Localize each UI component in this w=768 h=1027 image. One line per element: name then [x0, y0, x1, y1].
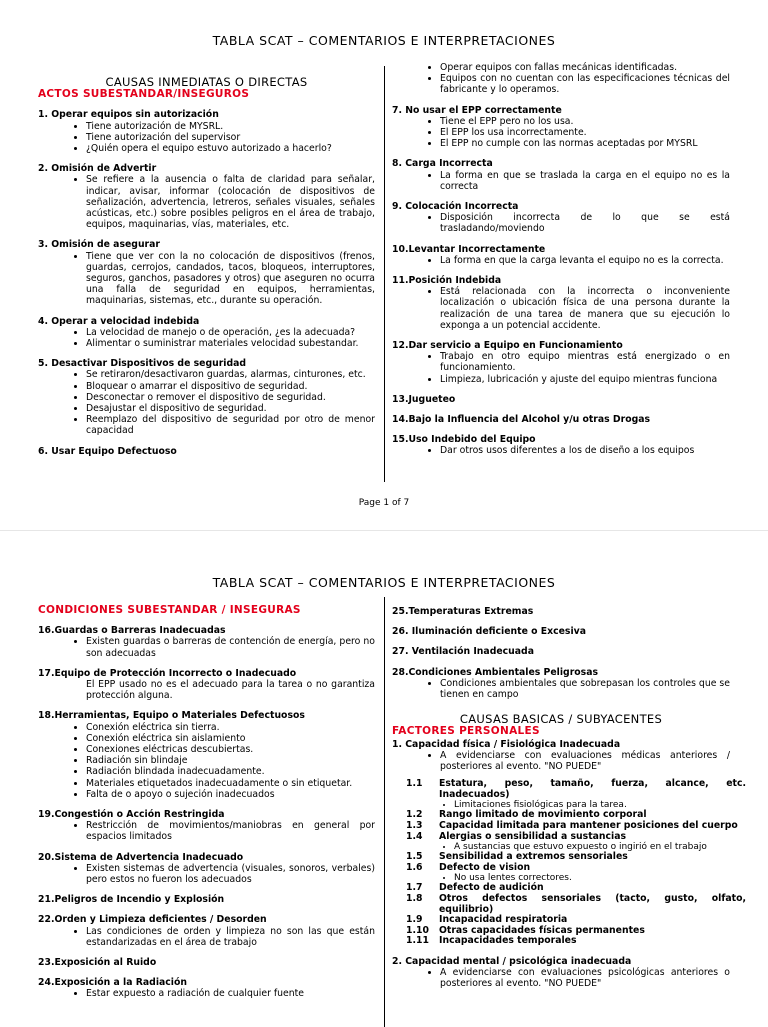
scat-item — [392, 340, 730, 385]
sub-item-label: Defecto de audición — [439, 882, 544, 894]
scat-item — [38, 239, 375, 306]
bullet-item: • Existen sistemas de advertencia (visuales, sonoros, verbales) pero estos no fueron los adecuados — [86, 863, 375, 885]
scat-item — [38, 894, 375, 905]
bullet-item: • Alimentar o suministrar materiales velocidad subestandar. — [86, 338, 375, 349]
item-title: 3. Omisión de asegurar — [38, 239, 161, 251]
bullet-item: • El EPP los usa incorrectamente. — [440, 127, 730, 138]
sub-item-row — [406, 894, 746, 915]
scat-item — [38, 163, 375, 230]
item-title: 23.Exposición al Ruido — [38, 957, 157, 969]
subsection-title: ACTOS SUBESTANDAR/INSEGUROS — [38, 88, 250, 101]
scat-item — [392, 434, 730, 456]
item-title: 1. Operar equipos sin autorización — [38, 109, 219, 121]
bullet-list — [38, 327, 375, 349]
continued-bullets — [392, 62, 730, 96]
scat-item — [392, 414, 730, 425]
bullet-item: • Existen guardas o barreras de contención de energía, pero no son adecuadas — [86, 636, 375, 658]
item-title: 4. Operar a velocidad indebida — [38, 315, 200, 327]
bullet-list — [38, 820, 375, 842]
scat-item — [392, 201, 730, 235]
right-column — [392, 62, 730, 466]
bullet-list — [392, 255, 730, 266]
scat-item — [392, 105, 730, 150]
bullet-item: • No usa lentes correctores. — [454, 873, 746, 883]
sub-item-number: 1.6 — [406, 861, 423, 873]
bullet-list — [38, 722, 375, 800]
scat-item — [38, 977, 375, 999]
bullet-list — [392, 286, 730, 331]
item-title: 12.Dar servicio a Equipo en Funcionamiento — [392, 340, 623, 352]
bullet-list — [38, 988, 375, 999]
sub-item-number: 1.8 — [406, 892, 423, 904]
left-column — [38, 77, 375, 466]
bullet-list — [38, 636, 375, 658]
scat-item — [38, 316, 375, 350]
bullet-item: • Tiene que ver con la no colocación de dispositivos (frenos, guardas, cerrojos, candados, tacos, bloqueos, interruptores, seguros, ganchos, pasadores y otros) que aseguren no ocurra una falla de seguridad en equipos, herramientas, maquinarias, sistemas, etc., durante su operación. — [86, 251, 375, 307]
sub-item-number: 1.10 — [406, 924, 429, 936]
sub-item-number: 1.2 — [406, 809, 423, 821]
bullet-list — [38, 926, 375, 948]
page-title: TABLA SCAT – COMENTARIOS E INTERPRETACIONES — [212, 33, 556, 48]
sub-item-label: Otros defectos sensoriales (tacto, gusto, olfato, equilibrio) — [439, 892, 746, 915]
bullet-list — [38, 174, 375, 230]
bullet-item: • Dar otros usos diferentes a los de diseño a los equipos — [440, 445, 730, 456]
item-title: 9. Colocación Incorrecta — [392, 201, 519, 213]
scat-item — [392, 606, 730, 617]
factors-title: FACTORES PERSONALES — [392, 725, 540, 738]
bullet-item: • Está relacionada con la incorrecta o inconveniente localización o ubicación física de una persona durante la realización de una tarea de manera que su ejecución lo exponga a un potencial accidente. — [440, 286, 730, 331]
bullet-list — [392, 351, 730, 385]
sub-item-row — [406, 863, 746, 884]
bullet-item: • A evidenciarse con evaluaciones médicas anteriores / posteriores al evento. "NO PUEDE" — [440, 750, 730, 772]
sub-item-number: 1.4 — [406, 830, 423, 842]
item-title: 18.Herramientas, Equipo o Materiales Defectuosos — [38, 710, 305, 722]
bullet-item: • Limpieza, lubricación y ajuste del equipo mientras funciona — [440, 374, 730, 385]
item-text: El EPP usado no es el adecuado para la tarea o no garantiza protección alguna. — [86, 679, 375, 702]
bullet-item: • Restricción de movimientos/maniobras en general por espacios limitados — [86, 820, 375, 842]
bullet-item: • Las condiciones de orden y limpieza no son las que están estandarizadas en el área de trabajo — [86, 926, 375, 948]
item-title: 22.Orden y Limpieza deficientes / Desorden — [38, 914, 267, 926]
sub-item-number: 1.7 — [406, 882, 423, 894]
bullet-item: • Limitaciones fisiológicas para la tarea. — [454, 800, 746, 810]
item-title: 19.Congestión o Acción Restringida — [38, 809, 225, 821]
bullet-list — [38, 251, 375, 307]
bullet-item: • ¿Quién opera el equipo estuvo autorizado a hacerlo? — [86, 143, 375, 154]
bullet-item: • A evidenciarse con evaluaciones psicológicas anteriores o posteriores al evento. "NO PUEDE" — [440, 967, 730, 989]
scat-item — [392, 244, 730, 266]
item-title: 20.Sistema de Advertencia Inadecuado — [38, 851, 244, 863]
bullet-item: • Tiene el EPP pero no los usa. — [440, 116, 730, 127]
bullet-list — [392, 116, 730, 150]
scat-item — [38, 809, 375, 843]
scat-item — [38, 957, 375, 968]
bullet-list — [38, 121, 375, 155]
scat-item — [392, 646, 730, 657]
item-title: 6. Usar Equipo Defectuoso — [38, 445, 177, 457]
bullet-item: • Equipos con no cuentan con las especificaciones técnicas del fabricante y lo operamos. — [440, 73, 730, 95]
item-title: 8. Carga Incorrecta — [392, 158, 493, 170]
bullet-item: • Trabajo en otro equipo mientras está energizado o en funcionamiento. — [440, 351, 730, 373]
sub-item-number: 1.3 — [406, 820, 423, 832]
item-title: 10.Levantar Incorrectamente — [392, 243, 546, 255]
page-title: TABLA SCAT – COMENTARIOS E INTERPRETACIONES — [212, 575, 556, 590]
page-footer: Page 1 of 7 — [358, 498, 410, 508]
sub-item-text — [439, 863, 746, 884]
bullet-list — [38, 863, 375, 885]
item-title: 14.Bajo la Influencia del Alcohol y/u otras Drogas — [392, 414, 651, 426]
item-title: 27. Ventilación Inadecuada — [392, 646, 534, 658]
sub-item-number: 1.1 — [406, 778, 423, 790]
column-divider — [384, 66, 385, 482]
subsection-title: CONDICIONES SUBESTANDAR / INSEGURAS — [38, 604, 301, 616]
item-title: 17.Equipo de Protección Incorrecto o Inadecuado — [38, 667, 297, 679]
bullet-list — [392, 678, 730, 700]
item-title: 28.Condiciones Ambientales Peligrosas — [392, 666, 599, 678]
scat-item — [38, 625, 375, 659]
bullet-list — [392, 212, 730, 234]
bullet-item: • Materiales etiquetados inadecuadamente o sin etiquetar. — [86, 778, 375, 789]
page-2 — [0, 530, 768, 1025]
section-title: CAUSAS INMEDIATAS O DIRECTAS — [105, 75, 308, 89]
item-title: 24.Exposición a la Radiación — [38, 977, 187, 989]
scat-item — [392, 626, 730, 637]
item-title: 13.Jugueteo — [392, 393, 456, 405]
bullet-item: • Falta de o apoyo o sujeción inadecuados — [86, 789, 375, 800]
sub-item-label: Alergias o sensibilidad a sustancias — [439, 830, 627, 842]
bullet-item: • La velocidad de manejo o de operación, ¿es la adecuada? — [86, 327, 375, 338]
bullet-item: • Desconectar o remover el dispositivo de seguridad. — [86, 392, 375, 403]
scat-item — [38, 914, 375, 948]
cap1-bullets — [392, 750, 730, 772]
item-title: 21.Peligros de Incendio y Explosión — [38, 894, 225, 906]
bullet-item: • Tiene autorización de MYSRL. — [86, 121, 375, 132]
bullet-item: • Disposición incorrecta de lo que se está trasladando/moviendo — [440, 212, 730, 234]
bullet-item: • Conexión eléctrica sin aislamiento — [86, 733, 375, 744]
bullet-item: • Radiación blindada inadecuadamente. — [86, 766, 375, 777]
scat-item — [38, 358, 375, 436]
bullet-item: • Operar equipos con fallas mecánicas identificadas. — [440, 62, 730, 73]
sub-item-label: Defecto de vision — [439, 861, 531, 873]
sub-item-row — [406, 832, 746, 853]
sub-item-text — [439, 779, 746, 810]
right-column — [392, 606, 746, 990]
scat-item — [38, 109, 375, 154]
sub-items-table — [406, 779, 746, 947]
scat-item — [38, 668, 375, 702]
scat-item — [392, 158, 730, 192]
bullet-item: • El EPP no cumple con las normas aceptadas por MYSRL — [440, 138, 730, 149]
item-title: 2. Omisión de Advertir — [38, 163, 157, 175]
bullet-item: • Se refiere a la ausencia o falta de claridad para señalar, indicar, avisar, informar (colocación de dispositivos de señalización, advertencia, letreros, señales visuales, señales acústicas, etc.) sobre posibles peligros en el área de trabajo, equipos, maquinarias, vías, materiales, etc. — [86, 174, 375, 230]
sub-item-row — [406, 779, 746, 810]
bullet-item: • Estar expuesto a radiación de cualquier fuente — [86, 988, 375, 999]
sub-item-label: Incapacidad respiratoria — [439, 914, 568, 926]
sub-item-number: 1.11 — [406, 935, 429, 947]
bullet-item: • Reemplazo del dispositivo de seguridad por otro de menor capacidad — [86, 414, 375, 436]
section-title: CAUSAS BASICAS / SUBYACENTES — [459, 712, 663, 727]
bullet-item: • La forma en que la carga levanta el equipo no es la correcta. — [440, 255, 730, 266]
scat-item — [392, 394, 730, 405]
scat-item — [392, 275, 730, 331]
item-title: 11.Posición Indebida — [392, 275, 502, 287]
sub-item-label: Capacidad limitada para mantener posiciones del cuerpo — [439, 820, 738, 832]
sub-item-number: 1.5 — [406, 851, 423, 863]
column-divider — [384, 597, 385, 1027]
item-title: 15.Uso Indebido del Equipo — [392, 434, 536, 446]
item-title: 25.Temperaturas Extremas — [392, 606, 534, 617]
bullet-item: • Radiación sin blindaje — [86, 755, 375, 766]
item-title: 26. Iluminación deficiente o Excesiva — [392, 626, 586, 638]
scat-item — [38, 852, 375, 886]
sub-item-number: 1.9 — [406, 914, 423, 926]
bullet-item: • Condiciones ambientales que sobrepasan los controles que se tienen en campo — [440, 678, 730, 700]
sub-item-text — [439, 936, 746, 947]
sub-item-label: Rango limitado de movimiento corporal — [439, 809, 647, 821]
scat-item — [392, 667, 730, 701]
bullet-list — [38, 369, 375, 436]
bullet-list — [392, 445, 730, 456]
bullet-item: • Conexión eléctrica sin tierra. — [86, 722, 375, 733]
sub-item-label: Sensibilidad a extremos sensoriales — [439, 851, 628, 863]
sub-item-label: Incapacidades temporales — [439, 935, 577, 947]
bullet-item: • Tiene autorización del supervisor — [86, 132, 375, 143]
bullet-item: • Desajustar el dispositivo de seguridad. — [86, 403, 375, 414]
scat-item — [38, 710, 375, 800]
bullet-item: • Bloquear o amarrar el dispositivo de seguridad. — [86, 381, 375, 392]
sub-item-text — [439, 832, 746, 853]
item-title: 7. No usar el EPP correctamente — [392, 104, 562, 116]
sub-item-label: Otras capacidades físicas permanentes — [439, 924, 645, 936]
bullet-item: • A sustancias que estuvo expuesto o ingirió en el trabajo — [454, 842, 746, 852]
sub-item-row — [406, 936, 746, 947]
bullet-item: • Se retiraron/desactivaron guardas, alarmas, cinturones, etc. — [86, 369, 375, 380]
sub-item-text — [439, 894, 746, 915]
bullet-item: • La forma en que se traslada la carga en el equipo no es la correcta — [440, 170, 730, 192]
item-title: 5. Desactivar Dispositivos de seguridad — [38, 358, 247, 370]
bullet-item: • Conexiones eléctricas descubiertas. — [86, 744, 375, 755]
sub-item-label: Estatura, peso, tamaño, fuerza, alcance, etc. Inadecuados) — [439, 778, 746, 800]
bullet-list — [392, 170, 730, 192]
scat-item — [38, 446, 375, 457]
left-column — [38, 605, 375, 1009]
item-title: 16.Guardas o Barreras Inadecuadas — [38, 625, 226, 637]
cap2-bullets — [392, 967, 730, 989]
cap1-title: 1. Capacidad física / Fisiológica Inadecuada — [392, 738, 621, 750]
cap2-title: 2. Capacidad mental / psicológica inadecuada — [392, 955, 632, 967]
